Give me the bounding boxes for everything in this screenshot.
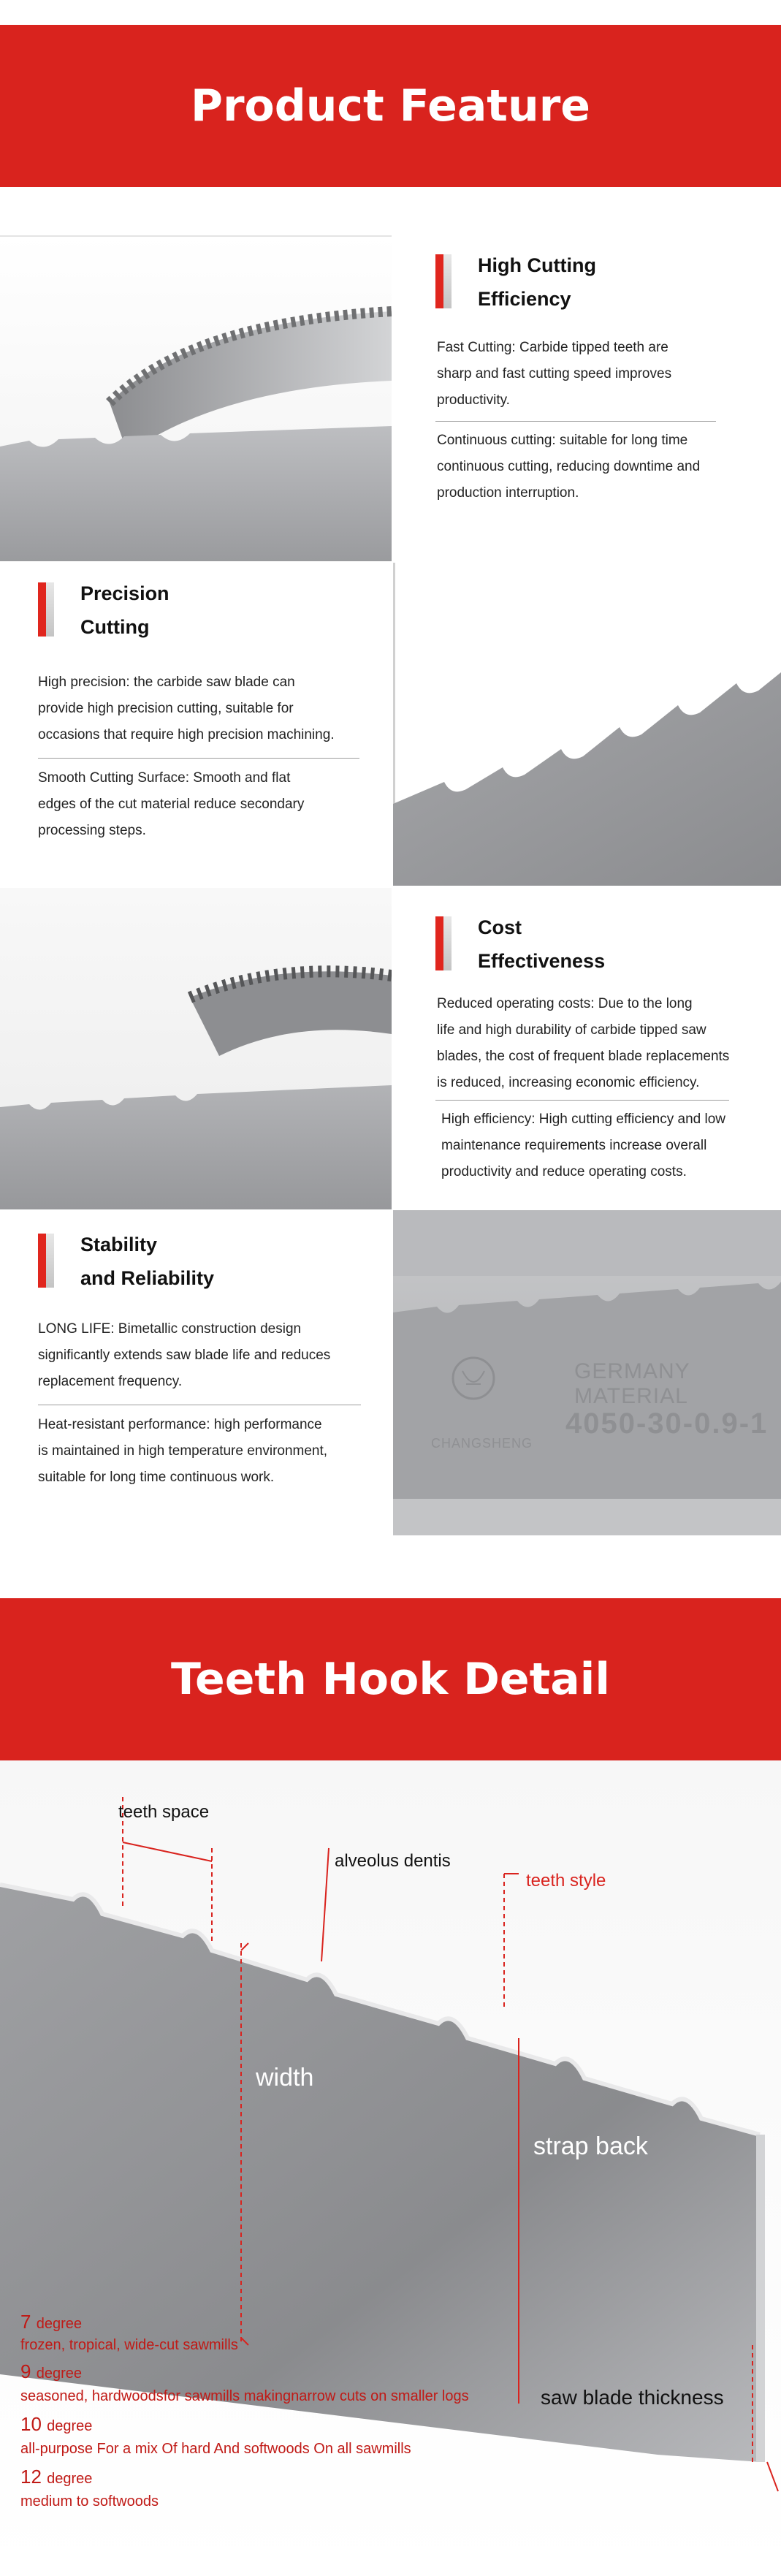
feature-1-title-line2: Efficiency (478, 288, 571, 310)
degree-unit: degree (36, 2316, 82, 2332)
blade-brand-text: CHANGSHENG (431, 1436, 533, 1451)
feature-1-title-line1: High Cutting (478, 254, 596, 276)
text-line: significantly extends saw blade life and reduces (38, 1348, 331, 1363)
label-alveolus-dentis: alveolus dentis (335, 1851, 451, 1871)
text-line: High efficiency: High cutting efficiency and low (441, 1112, 726, 1127)
text-line: sharp and fast cutting speed improves (437, 366, 672, 381)
feature-4-para2 (38, 1412, 327, 1491)
text-line: replacement frequency. (38, 1374, 183, 1389)
text-line: productivity. (437, 392, 510, 408)
label-saw-blade-thickness: saw blade thickness (541, 2386, 724, 2409)
text-line: Smooth Cutting Surface: Smooth and flat (38, 770, 291, 786)
degree-unit: degree (47, 2471, 93, 2487)
divider (38, 758, 359, 759)
feature-2-para2 (38, 765, 304, 844)
degree-12-desc: medium to softwoods (20, 2493, 159, 2509)
text-line: High precision: the carbide saw blade can (38, 675, 295, 690)
degree-9-desc: seasoned, hardwoodsfor sawmills makingnarrow cuts on smaller logs (20, 2388, 469, 2404)
feature-3-title-line2: Effectiveness (478, 950, 606, 972)
text-line: is maintained in high temperature environment, (38, 1443, 328, 1459)
feature-4-para1 (38, 1316, 330, 1395)
degree-value: 7 (20, 2311, 31, 2333)
title-marker (38, 582, 54, 637)
title-marker (435, 916, 452, 970)
label-width: width (256, 2064, 314, 2091)
feature-2-title-line2: Cutting (80, 616, 150, 638)
degree-7 (20, 2311, 82, 2333)
feature-1-para2 (437, 428, 700, 506)
blade-teeth-photo-2 (393, 563, 781, 886)
feature-3-para2 (441, 1106, 725, 1185)
teeth-hook-banner (0, 1598, 781, 1760)
feature-4-title-line2: and Reliability (80, 1267, 215, 1289)
feature-3-title-line1: Cost (478, 916, 522, 938)
teeth-hook-heading: Teeth Hook Detail (171, 1654, 610, 1705)
degree-12 (20, 2466, 92, 2488)
feature-3-title (435, 916, 605, 978)
feature-4-title-line1: Stability (80, 1234, 158, 1255)
text-line: LONG LIFE: Bimetallic construction design (38, 1321, 302, 1337)
text-line: maintenance requirements increase overall (441, 1138, 707, 1153)
degree-value: 10 (20, 2413, 42, 2435)
text-line: edges of the cut material reduce secondary (38, 797, 305, 812)
degree-10-desc: all-purpose For a mix Of hard And softwoods On all sawmills (20, 2441, 411, 2457)
product-feature-heading: Product Feature (190, 80, 590, 132)
degree-9 (20, 2360, 82, 2383)
degree-7-desc: frozen, tropical, wide-cut sawmills (20, 2337, 238, 2353)
text-line: productivity and reduce operating costs. (441, 1164, 687, 1179)
feature-1-para1 (437, 335, 671, 414)
feature-2-para1 (38, 669, 335, 748)
degree-value: 12 (20, 2466, 42, 2488)
blade-coil-photo-3 (0, 888, 392, 1209)
text-line: continuous cutting, reducing downtime and (437, 459, 701, 474)
text-line: processing steps. (38, 823, 146, 838)
feature-2-title-line1: Precision (80, 582, 169, 604)
blade-coil-photo-1 (0, 235, 392, 561)
text-line: Heat-resistant performance: high performance (38, 1417, 322, 1432)
blade-material-text: GERMANY MATERIAL (574, 1359, 690, 1408)
title-marker (435, 254, 452, 308)
text-line: blades, the cost of frequent blade replacements (437, 1049, 730, 1064)
label-teeth-style: teeth style (526, 1871, 606, 1891)
text-line: suitable for long time continuous work. (38, 1470, 275, 1485)
text-line: Reduced operating costs: Due to the long (437, 996, 693, 1011)
degree-unit: degree (36, 2366, 82, 2382)
label-strap-back: strap back (533, 2132, 648, 2160)
text-line: production interruption. (437, 485, 579, 501)
text-line: Fast Cutting: Carbide tipped teeth are (437, 340, 668, 355)
divider (435, 421, 716, 422)
divider (435, 1100, 729, 1101)
label-teeth-space: teeth space (118, 1802, 210, 1822)
product-feature-banner (0, 25, 781, 187)
feature-2-title (38, 582, 169, 644)
degree-10 (20, 2413, 92, 2436)
feature-3-para1 (437, 991, 729, 1096)
text-line: Continuous cutting: suitable for long time (437, 433, 688, 448)
feature-1-title (435, 254, 596, 316)
feature-4-title (38, 1234, 214, 1295)
degree-unit: degree (47, 2418, 93, 2434)
blade-code-text: 4050-30-0.9-1 (565, 1407, 769, 1440)
text-line: occasions that require high precision machining. (38, 727, 335, 742)
degree-value: 9 (20, 2360, 31, 2382)
text-line: provide high precision cutting, suitable for (38, 701, 294, 716)
text-line: life and high durability of carbide tipped saw (437, 1022, 706, 1038)
title-marker (38, 1234, 54, 1288)
text-line: is reduced, increasing economic efficiency. (437, 1075, 700, 1090)
